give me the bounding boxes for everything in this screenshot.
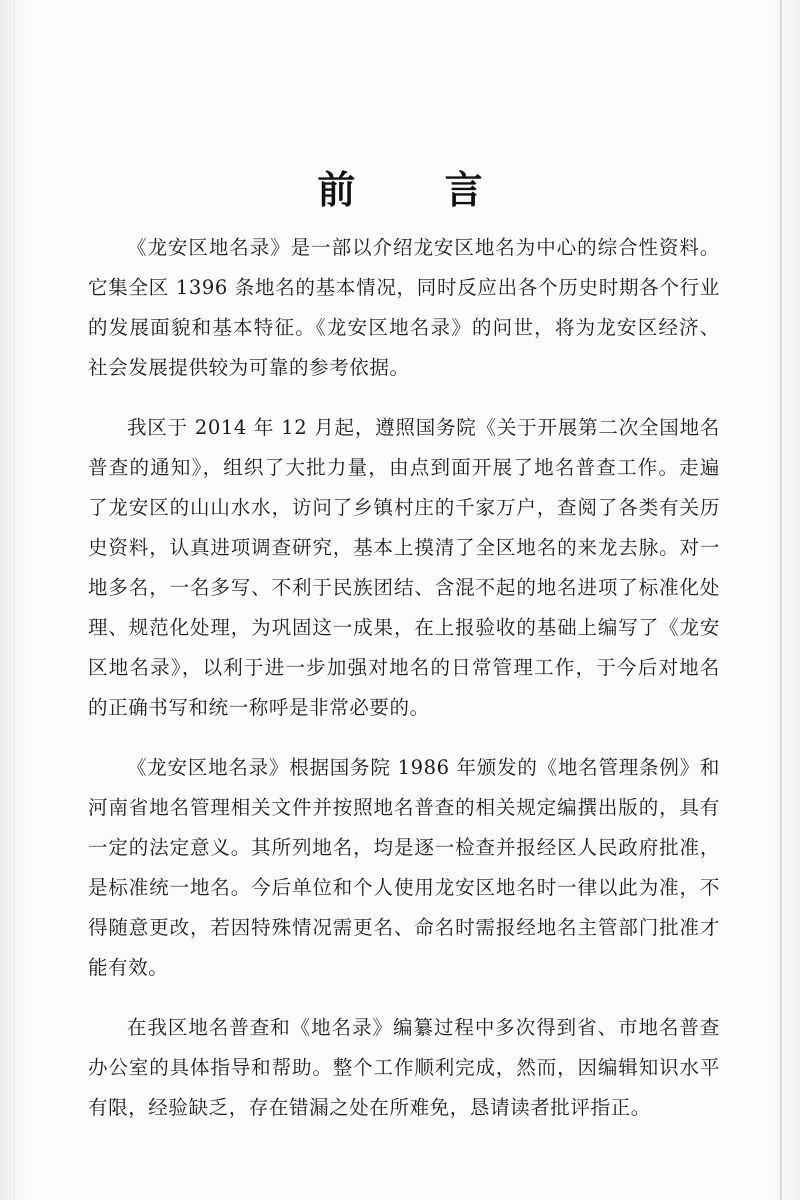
document-body [88,228,720,1148]
page-title: 前 言 [317,167,521,213]
paragraph-2: 我区于 2014 年 12 月起，遵照国务院《关于开展第二次全国地名普查的通知》，组织了大批力量，由点到面开展了地名普查工作。走遍了龙安区的山山水水，访问了乡镇村庄的千家万户，查阅了各类有关历史资料，认真进项调查研究，基本上摸清了全区地名的来龙去脉。对一地多名，一名多写、不利于民族团结、含混不起的地名进项了标准化处理、规范化处理，为巩固这一成果，在上报验收的基础上编写了《龙安区地名录》，以利于进一步加强对地名的日常管理工作，于今后对地名的正确书写和统一称呼是非常必要的。 [88,416,720,719]
paragraph-3: 《龙安区地名录》根据国务院 1986 年颁发的《地名管理条例》和河南省地名管理相关文件并按照地名普查的相关规定编撰出版的，具有一定的法定意义。其所列地名，均是逐一检查并报经区人民政府批准，是标准统一地名。今后单位和个人使用龙安区地名时一律以此为准，不得随意更改，若因特殊情况需更名、命名时需报经地名主管部门批准才能有效。 [88,756,720,979]
paragraph-4: 在我区地名普查和《地名录》编纂过程中多次得到省、市地名普查办公室的具体指导和帮助。整个工作顺利完成，然而，因编辑知识水平有限，经验缺乏，存在错漏之处在所难免，恳请读者批评指正。 [88,1016,720,1119]
paragraph-1: 《龙安区地名录》是一部以介绍龙安区地名为中心的综合性资料。它集全区 1396 条地名的基本情况，同时反应出各个历史时期各个行业的发展面貌和基本特征。《龙安区地名录》的问世，将为龙安区经济、社会发展提供较为可靠的参考依据。 [88,236,720,379]
